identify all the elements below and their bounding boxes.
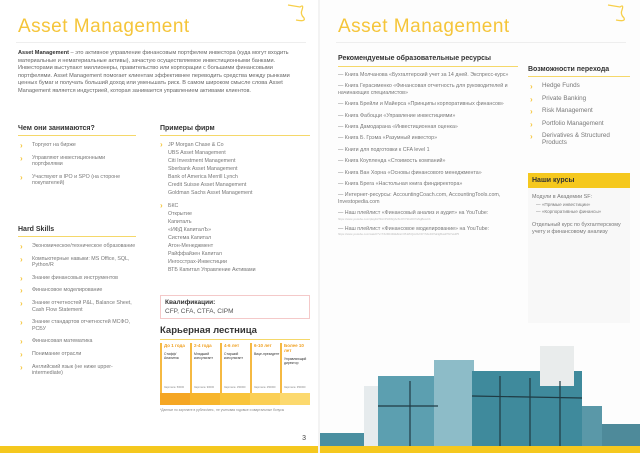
building-image: [320, 336, 640, 446]
list-item: › Экономическое/техническое образование: [20, 242, 136, 251]
career-step: 4-6 лет Старший консультант Зарплата: 150000: [220, 343, 250, 393]
transitions-section: [528, 66, 630, 147]
list-item: › Понимание отрасли: [20, 349, 82, 359]
divider: [336, 42, 626, 43]
qualifications-heading: Квалификации:: [165, 299, 216, 306]
firms-section: [160, 125, 310, 274]
resource-item: — Наш плейлист «Финансовый анализ и аудит» на YouTube: https://www.youtube.com/playlist?list=PLWbQAc6vOhYSbxD07aNgBuwCb: [338, 210, 518, 220]
list-item: › Торгуют на бирже: [20, 141, 76, 150]
section-heading: Примеры фирм: [160, 125, 310, 136]
list-item: › Risk Management: [530, 107, 593, 117]
career-step: До 1 года Стафф/Аналитик Зарплата: 50000: [160, 343, 190, 393]
list-item: › Знание финансовых инструментов: [20, 273, 118, 283]
resource-item: — Книга Дамодарана «Инвестиционная оценка»: [338, 124, 458, 131]
section-heading: Чем они занимаются?: [18, 125, 136, 136]
section-heading: Возможности перехода: [528, 66, 630, 77]
intro-paragraph: [18, 50, 306, 96]
course-module: — «Прямые инвестиции»: [536, 202, 591, 208]
chevron-icon: ›: [530, 82, 533, 91]
decorative-squiggle-icon: [286, 2, 312, 24]
youtube-link[interactable]: https://www.youtube.com/playlist?list=PLWbQAc6vOhYSbxD07aNgBuwCb: [338, 216, 431, 221]
resource-item: — Книга Брейли и Майерса «Принципы корпоративных финансов»: [338, 101, 504, 108]
career-step: 6-10 лет Вице-президент Зарплата: 250000: [250, 343, 280, 393]
russian-firms: › БКС Открытие Капиталъ «ИФД КапиталЪ» Система Капитал Атон-Менеджмент Райффайзен Капитал Ингосстрах-Инвестиции ВТБ Капитал Управление Активами: [160, 201, 256, 273]
footnote: *Данные по зарплате в рублях/мес., не учитывая годовые и квартальные бонусы: [160, 408, 285, 412]
what-they-do-section: [18, 125, 136, 187]
resource-item: — Книги для подготовки к CFA level 1: [338, 146, 430, 153]
chevron-icon: ›: [20, 286, 23, 296]
page-number: 3: [302, 435, 306, 442]
separate-course: Отдельный курс по бухгалтерскому учету и финансовому анализу: [532, 221, 621, 235]
chevron-icon: ›: [530, 94, 533, 104]
youtube-link[interactable]: https://www.youtube.com/watch?v=TZv6D4Rdk&list=PLWbQAc6vOhYSbxD07aNgBuwPW7wHP5: [338, 232, 460, 237]
list-item: › Участвуют в IPO и SPO (на стороне покупателей): [20, 172, 121, 187]
chevron-icon: ›: [530, 132, 533, 142]
qualifications-box: [160, 295, 310, 319]
resource-item: — Наш плейлист «Финансовое моделирование» на YouTube: https://www.youtube.com/watch?v=TZv6D4Rdk&list=PLWbQAc6vOhYSbxD07aNgBuwPW7wHP5: [338, 226, 518, 236]
courses-box: [528, 173, 630, 323]
chevron-icon: ›: [20, 153, 23, 163]
resource-item: — Книга Б. Грэма «Разумный инвестор»: [338, 135, 438, 142]
list-item: › Derivatives & Structured Products: [530, 132, 610, 146]
resource-item: — Интернет-ресурсы: AccountingCoach.com, AccountingTools.com, Investopedia.com: [338, 192, 501, 205]
decorative-squiggle-icon: [606, 2, 632, 24]
chevron-icon: ›: [20, 349, 23, 359]
chevron-icon: ›: [20, 298, 23, 308]
international-firms: › JP Morgan Chase & Co UBS Asset Management Citi Investment Management Sberbank Asset Management Bank of America Merrill Lynch Credit Suisse Asset Management Goldman Sachs Asset Management: [160, 140, 253, 196]
resource-item: — Книга Коупленда «Стоимость компаний»: [338, 158, 446, 165]
chevron-icon: ›: [160, 140, 163, 149]
chevron-icon: ›: [20, 362, 23, 372]
right-page: [320, 0, 640, 453]
chevron-icon: ›: [20, 318, 23, 328]
career-progress-bar: [160, 393, 310, 405]
resource-item: — Книга Фабоцци «Управление инвестициями»: [338, 112, 456, 119]
course-module: — «Корпоративные финансы»: [536, 209, 602, 215]
career-ladder-heading: Карьерная лестница: [160, 325, 310, 340]
footer-bar: [320, 446, 640, 453]
list-item: › Знание стандартов отчетностей МСФО, РСБУ: [20, 318, 131, 332]
footer-bar: [0, 446, 320, 453]
resource-item: — Книга Герасименко «Финансовая отчетность для руководителей и начинающих специалистов»: [338, 83, 508, 96]
hard-skills-section: [18, 226, 136, 377]
list-item: › Английский язык (не ниже upper-intermediate): [20, 362, 113, 377]
chevron-icon: ›: [20, 242, 23, 251]
chevron-icon: ›: [530, 119, 533, 129]
career-ladder: [160, 325, 310, 412]
list-item: › Финансовое моделирование: [20, 286, 103, 296]
page-title: Asset Management: [338, 16, 510, 37]
chevron-icon: ›: [20, 141, 23, 150]
resource-item: — Книга Ван Хорна «Основы финансового менеджмента»: [338, 169, 482, 176]
list-item: › Portfolio Management: [530, 119, 604, 129]
list-item: › Финансовая математика: [20, 337, 93, 347]
career-step: 2-4 года Младший консультант Зарплата: 90000: [190, 343, 220, 393]
section-heading: Hard Skills: [18, 226, 136, 237]
chevron-icon: ›: [20, 273, 23, 283]
career-step: Более 10 лет Управляющий директор Зарплата: 350000: [280, 343, 310, 393]
chevron-icon: ›: [160, 201, 163, 210]
chevron-icon: ›: [20, 337, 23, 347]
list-item: › Знание отчетностей P&L, Balance Sheet, Cash Flow Statement: [20, 298, 132, 313]
chevron-icon: ›: [530, 107, 533, 117]
list-item: › Hedge Funds: [530, 82, 580, 91]
resource-item: — Книга Брега «Настольная книга финдиректора»: [338, 181, 463, 188]
resources-section: [338, 55, 518, 236]
modules-label: Модули в Академии SF:: [532, 194, 592, 200]
list-item: › Компьютерные навыки: MS Office, SQL, Python/R: [20, 254, 130, 269]
qualifications-value: CFP, CFA, CTFA, CIPM: [165, 308, 234, 315]
page-title: Asset Management: [18, 16, 190, 37]
list-item: › Private Banking: [530, 94, 587, 104]
courses-heading: Наши курсы: [528, 173, 630, 188]
chevron-icon: ›: [20, 254, 23, 264]
chevron-icon: ›: [20, 172, 23, 182]
intro-term: Asset Management: [18, 50, 69, 56]
intro-text: – это активное управление финансовым портфелем инвестора (куда могут входить материальные и нематериальные активы), зачастую осуществляемое инвестиционными банками. Инвесторами выступают миллионеры, правительство или корпорации с большими финансовыми портфелями. Asset Management помогает клиентам эффективнее переводить средства между рынками ценных бумаг и получать больший доход или уменьшать риск. В самом широком смысле слова Asset Management является индустрией, которая занимается управлением активами клиентов.: [18, 50, 290, 94]
resource-item: — Книга Молчанова «Бухгалтерский учет за 14 дней. Экспресс-курс»: [338, 72, 509, 78]
section-heading: Рекомендуемые образовательные ресурсы: [338, 55, 518, 67]
list-item: › Управляют инвестиционными портфелями: [20, 153, 106, 168]
divider: [16, 42, 306, 43]
